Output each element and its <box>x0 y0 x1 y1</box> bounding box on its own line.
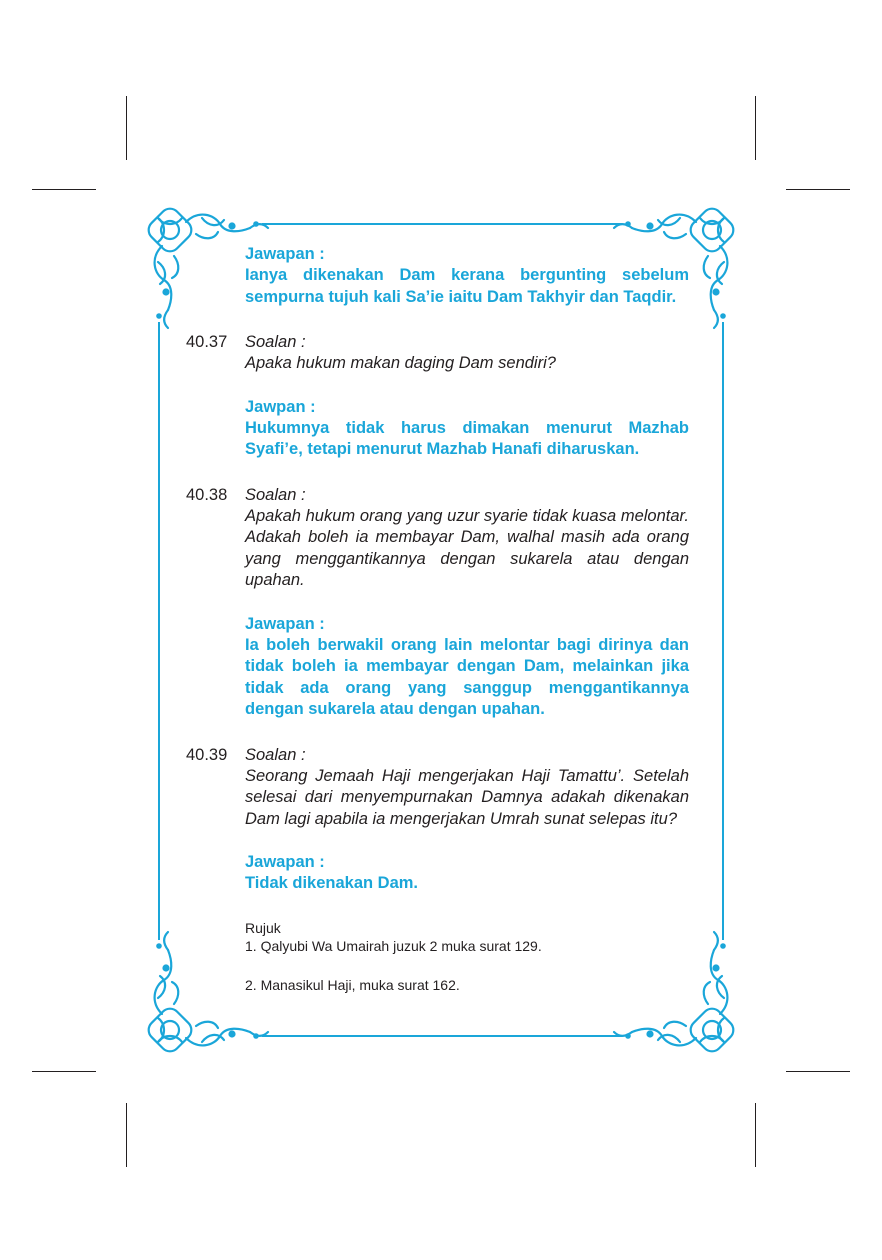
question-text: Apaka hukum makan daging Dam sendiri? <box>245 354 556 372</box>
answer-text: Hukumnya tidak harus dimakan menurut Mazhab Syafi’e, tetapi menurut Mazhab Hanafi diharuskan. <box>245 418 689 458</box>
entry-number: 40.39 <box>186 745 228 764</box>
reference-item: 2. Manasikul Haji, muka surat 162. <box>245 976 460 993</box>
references-label: Rujuk <box>245 919 281 936</box>
answer-label: Jawapan : <box>245 614 325 633</box>
question-label: Soalan : <box>245 333 306 351</box>
qa-entry-40-38 <box>186 485 689 721</box>
answer-label: Jawpan : <box>245 397 316 416</box>
answer-text: Ia boleh berwakil orang lain melontar bagi dirinya dan tidak boleh ia membayar dengan Dam, melainkan jika tidak ada orang yang sanggup menggantikannya dengan sukarela atau dengan upahan. <box>245 635 689 718</box>
qa-entry-40-39 <box>186 745 689 895</box>
answer-text: Ianya dikenakan Dam kerana bergunting sebelum sempurna tujuh kali Sa’ie iaitu Dam Takhyir dan Taqdir. <box>245 266 689 306</box>
answer-label: Jawapan : <box>245 245 325 263</box>
question-text: Apakah hukum orang yang uzur syarie tidak kuasa melontar. Adakah boleh ia membayar Dam, walhal masih ada orang yang menggantikannya dengan sukarela atau dengan upahan. <box>245 506 689 589</box>
question-label: Soalan : <box>245 745 306 764</box>
intro-answer-block <box>186 244 689 308</box>
reference-item: 1. Qalyubi Wa Umairah juzuk 2 muka surat 129. <box>245 937 542 954</box>
references <box>245 919 689 994</box>
entry-number: 40.38 <box>186 485 228 504</box>
question-label: Soalan : <box>245 485 306 504</box>
page-content <box>186 244 689 994</box>
answer-text: Tidak dikenakan Dam. <box>245 874 419 892</box>
entry-number: 40.37 <box>186 333 228 351</box>
answer-label: Jawapan : <box>245 853 325 871</box>
qa-entry-40-37 <box>186 332 689 461</box>
question-text: Seorang Jemaah Haji mengerjakan Haji Tamattu’. Setelah selesai dari menyempurnakan Damnya adakah dikenakan Dam lagi apabila ia mengerjakan Umrah sunat selepas itu? <box>245 766 689 828</box>
